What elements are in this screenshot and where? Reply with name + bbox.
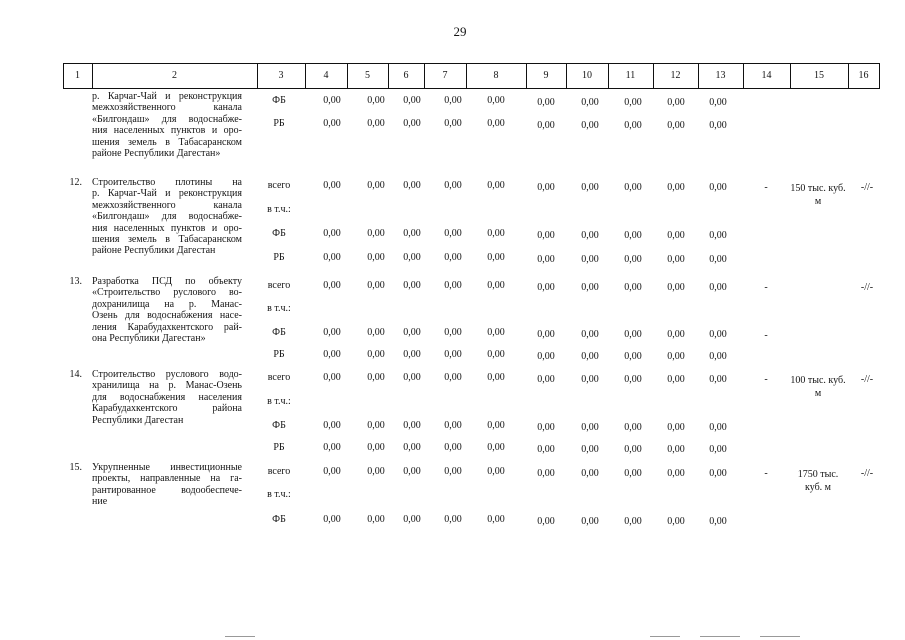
description-line: дохранилища на р. Манас- — [92, 298, 242, 310]
description-line: «Строительство руслового во- — [92, 287, 242, 299]
value-cell: 0,00 — [403, 95, 421, 106]
header-cell: 13 — [715, 70, 726, 81]
description-line: ния населенных пунктов и оро- — [92, 222, 242, 234]
description-line: ния населенных пунктов и оро- — [92, 125, 242, 137]
value-cell: 0,00 — [403, 466, 421, 477]
value-cell: 0,00 — [709, 120, 727, 131]
value-cell: 0,00 — [444, 180, 462, 191]
col15-value: 100 тыс. куб. м — [790, 375, 846, 399]
item-number: 12. — [69, 177, 82, 188]
value-cell: 0,00 — [403, 280, 421, 291]
row-label: в т.ч.: — [267, 303, 291, 314]
value-cell: 0,00 — [709, 351, 727, 362]
value-cell: 0,00 — [709, 374, 727, 385]
col15-value: 1750 тыс. куб. м — [797, 469, 839, 493]
header-column-divider — [879, 63, 880, 89]
value-cell: 0,00 — [403, 420, 421, 431]
header-cell: 7 — [442, 70, 448, 81]
description-line: районе Республики Дагестан» — [92, 148, 221, 160]
page-number: 29 — [453, 24, 467, 39]
value-cell: 0,00 — [624, 329, 642, 340]
value-cell: 0,00 — [624, 282, 642, 293]
description-line: ние — [92, 496, 108, 508]
value-cell: 0,00 — [444, 442, 462, 453]
description-line: хранилища на р. Манас-Озень — [92, 380, 242, 392]
value-cell: 0,00 — [624, 230, 642, 241]
col16-value: -//- — [860, 374, 874, 385]
value-cell: 0,00 — [709, 254, 727, 265]
value-cell: 0,00 — [323, 228, 341, 239]
value-cell: 0,00 — [367, 280, 385, 291]
value-cell: 0,00 — [403, 327, 421, 338]
description-line: Строительство плотины на — [92, 177, 242, 188]
value-cell: 0,00 — [487, 118, 505, 129]
header-cell: 10 — [582, 70, 592, 81]
description-line: р. Карчаг-Чай и реконструкция — [92, 188, 242, 200]
value-cell: 0,00 — [487, 514, 505, 525]
value-cell: 0,00 — [403, 118, 421, 129]
value-cell: 0,00 — [667, 374, 685, 385]
scan-artifact — [225, 636, 255, 637]
value-cell: 0,00 — [323, 180, 341, 191]
value-cell: 0,00 — [444, 95, 462, 106]
value-cell: 0,00 — [709, 282, 727, 293]
value-cell: 0,00 — [444, 118, 462, 129]
row-label: всего — [267, 280, 291, 291]
col14-value: - — [764, 182, 768, 193]
value-cell: 0,00 — [444, 252, 462, 263]
value-cell: 0,00 — [367, 228, 385, 239]
value-cell: 0,00 — [667, 468, 685, 479]
header-cell: 2 — [172, 70, 177, 81]
value-cell: 0,00 — [709, 444, 727, 455]
value-cell: 0,00 — [709, 182, 727, 193]
value-cell: 0,00 — [367, 118, 385, 129]
value-cell: 0,00 — [403, 228, 421, 239]
header-cell: 6 — [403, 70, 409, 81]
value-cell: 0,00 — [444, 372, 462, 383]
value-cell: 0,00 — [624, 254, 642, 265]
value-cell: 0,00 — [487, 349, 505, 360]
item-description — [92, 276, 242, 344]
value-cell: 0,00 — [367, 252, 385, 263]
value-cell: 0,00 — [487, 327, 505, 338]
col15-value: 150 тыс. куб. м — [790, 183, 846, 207]
value-cell: 0,00 — [403, 252, 421, 263]
value-cell: 0,00 — [323, 118, 341, 129]
value-cell: 0,00 — [323, 95, 341, 106]
row-label: ФБ — [272, 514, 286, 525]
value-cell: 0,00 — [323, 327, 341, 338]
value-cell: 0,00 — [323, 280, 341, 291]
value-cell: 0,00 — [323, 252, 341, 263]
value-cell: 0,00 — [367, 327, 385, 338]
value-cell: 0,00 — [444, 280, 462, 291]
value-cell: 0,00 — [323, 442, 341, 453]
col14-value: - — [764, 468, 768, 479]
item-description — [92, 91, 242, 159]
description-line: Республики Дагестан — [92, 414, 184, 426]
value-cell: 0,00 — [323, 420, 341, 431]
row-label: ФБ — [272, 95, 286, 106]
value-cell: 0,00 — [581, 97, 599, 108]
value-cell: 0,00 — [667, 444, 685, 455]
value-cell: 0,00 — [709, 230, 727, 241]
item-description — [92, 369, 242, 426]
description-line: р. Карчаг-Чай и реконструкция — [92, 91, 242, 102]
description-line: «Билгондаш» для водоснабже- — [92, 113, 242, 125]
value-cell: 0,00 — [367, 372, 385, 383]
value-cell: 0,00 — [403, 514, 421, 525]
value-cell: 0,00 — [581, 120, 599, 131]
header-cell: 9 — [543, 70, 549, 81]
row-label: РБ — [273, 349, 285, 360]
description-line: шения земель в Табасаранском — [92, 136, 242, 148]
description-line: районе Республики Дагестан — [92, 245, 216, 257]
value-cell: 0,00 — [581, 329, 599, 340]
col14-value: - — [764, 374, 768, 385]
value-cell: 0,00 — [403, 442, 421, 453]
description-line: Строительство руслового водо- — [92, 369, 242, 380]
value-cell: 0,00 — [487, 252, 505, 263]
value-cell: 0,00 — [537, 468, 555, 479]
value-cell: 0,00 — [487, 280, 505, 291]
item-description — [92, 177, 242, 257]
header-bottom-border — [63, 88, 879, 89]
row-label: РБ — [273, 252, 285, 263]
description-line: она Республики Дагестан» — [92, 333, 206, 345]
header-cell: 3 — [278, 70, 284, 81]
value-cell: 0,00 — [624, 516, 642, 527]
value-cell: 0,00 — [709, 422, 727, 433]
value-cell: 0,00 — [537, 182, 555, 193]
row-label: всего — [267, 372, 291, 383]
value-cell: 0,00 — [367, 349, 385, 360]
value-cell: 0,00 — [444, 327, 462, 338]
value-cell: 0,00 — [667, 422, 685, 433]
value-cell: 0,00 — [537, 351, 555, 362]
item-number: 14. — [69, 369, 82, 380]
value-cell: 0,00 — [667, 282, 685, 293]
value-cell: 0,00 — [444, 514, 462, 525]
value-cell: 0,00 — [537, 97, 555, 108]
row-label: в т.ч.: — [267, 489, 291, 500]
value-cell: 0,00 — [624, 422, 642, 433]
value-cell: 0,00 — [624, 351, 642, 362]
header-cell: 12 — [670, 70, 681, 81]
value-cell: 0,00 — [581, 254, 599, 265]
item-number: 13. — [69, 276, 82, 287]
col16-value: -//- — [860, 282, 874, 293]
description-line: шения земель в Табасаранском — [92, 234, 242, 246]
scan-artifact — [700, 636, 740, 637]
value-cell: 0,00 — [444, 466, 462, 477]
value-cell: 0,00 — [624, 120, 642, 131]
value-cell: 0,00 — [537, 120, 555, 131]
description-line: ления Карабудахкентского рай- — [92, 321, 242, 333]
value-cell: 0,00 — [667, 516, 685, 527]
value-cell: 0,00 — [667, 254, 685, 265]
header-cell: 16 — [858, 70, 869, 81]
col14-value: - — [764, 330, 768, 341]
item-description — [92, 462, 242, 508]
col16-value: -//- — [860, 468, 874, 479]
row-label: ФБ — [272, 420, 286, 431]
description-line: «Билгондаш» для водоснабже- — [92, 211, 242, 223]
header-cell: 1 — [75, 70, 80, 81]
item-number: 15. — [69, 462, 82, 473]
header-cell: 8 — [493, 70, 499, 81]
value-cell: 0,00 — [367, 180, 385, 191]
value-cell: 0,00 — [624, 97, 642, 108]
value-cell: 0,00 — [581, 282, 599, 293]
value-cell: 0,00 — [709, 97, 727, 108]
value-cell: 0,00 — [537, 516, 555, 527]
value-cell: 0,00 — [581, 422, 599, 433]
value-cell: 0,00 — [323, 466, 341, 477]
value-cell: 0,00 — [667, 97, 685, 108]
description-line: межхозяйственного канала — [92, 199, 242, 211]
value-cell: 0,00 — [367, 514, 385, 525]
value-cell: 0,00 — [667, 351, 685, 362]
value-cell: 0,00 — [537, 282, 555, 293]
value-cell: 0,00 — [367, 95, 385, 106]
value-cell: 0,00 — [444, 420, 462, 431]
row-label: РБ — [273, 118, 285, 129]
value-cell: 0,00 — [667, 120, 685, 131]
value-cell: 0,00 — [537, 230, 555, 241]
value-cell: 0,00 — [367, 420, 385, 431]
value-cell: 0,00 — [581, 516, 599, 527]
description-line: Озень для водоснабжения насе- — [92, 310, 242, 322]
scan-artifact — [650, 636, 680, 637]
value-cell: 0,00 — [537, 374, 555, 385]
value-cell: 0,00 — [487, 180, 505, 191]
value-cell: 0,00 — [487, 466, 505, 477]
description-line: проекты, направленные на га- — [92, 473, 242, 485]
value-cell: 0,00 — [709, 516, 727, 527]
row-label: ФБ — [272, 327, 286, 338]
header-cell: 4 — [323, 70, 329, 81]
value-cell: 0,00 — [581, 230, 599, 241]
value-cell: 0,00 — [537, 422, 555, 433]
value-cell: 0,00 — [667, 182, 685, 193]
value-cell: 0,00 — [581, 351, 599, 362]
value-cell: 0,00 — [537, 444, 555, 455]
value-cell: 0,00 — [367, 466, 385, 477]
value-cell: 0,00 — [487, 228, 505, 239]
value-cell: 0,00 — [444, 228, 462, 239]
value-cell: 0,00 — [709, 468, 727, 479]
col14-value: - — [764, 282, 768, 293]
row-label: РБ — [273, 442, 285, 453]
row-label: всего — [267, 180, 291, 191]
value-cell: 0,00 — [667, 230, 685, 241]
value-cell: 0,00 — [323, 372, 341, 383]
col16-value: -//- — [860, 182, 874, 193]
row-label: в т.ч.: — [267, 204, 291, 215]
value-cell: 0,00 — [537, 254, 555, 265]
row-label: ФБ — [272, 228, 286, 239]
description-line: Карабудахкентского района — [92, 403, 242, 415]
value-cell: 0,00 — [487, 372, 505, 383]
description-line: рантированное водообеспече- — [92, 484, 242, 496]
value-cell: 0,00 — [537, 329, 555, 340]
value-cell: 0,00 — [624, 468, 642, 479]
value-cell: 0,00 — [323, 349, 341, 360]
header-cell: 15 — [814, 70, 824, 81]
header-cell: 11 — [625, 70, 636, 81]
value-cell: 0,00 — [403, 180, 421, 191]
value-cell: 0,00 — [624, 444, 642, 455]
value-cell: 0,00 — [624, 374, 642, 385]
header-cell: 14 — [761, 70, 772, 81]
value-cell: 0,00 — [624, 182, 642, 193]
row-label: всего — [267, 466, 291, 477]
description-line: Разработка ПСД по объекту — [92, 276, 242, 287]
description-line: Укрупненные инвестиционные — [92, 462, 242, 473]
value-cell: 0,00 — [709, 329, 727, 340]
value-cell: 0,00 — [487, 442, 505, 453]
value-cell: 0,00 — [581, 182, 599, 193]
header-cell: 5 — [365, 70, 370, 81]
value-cell: 0,00 — [444, 349, 462, 360]
value-cell: 0,00 — [581, 374, 599, 385]
value-cell: 0,00 — [487, 420, 505, 431]
value-cell: 0,00 — [581, 468, 599, 479]
value-cell: 0,00 — [581, 444, 599, 455]
value-cell: 0,00 — [367, 442, 385, 453]
scan-artifact — [760, 636, 800, 637]
value-cell: 0,00 — [323, 514, 341, 525]
row-label: в т.ч.: — [267, 396, 291, 407]
value-cell: 0,00 — [403, 372, 421, 383]
description-line: межхозяйственного канала — [92, 102, 242, 114]
value-cell: 0,00 — [667, 329, 685, 340]
value-cell: 0,00 — [487, 95, 505, 106]
value-cell: 0,00 — [403, 349, 421, 360]
description-line: для водоснабжения населения — [92, 391, 242, 403]
